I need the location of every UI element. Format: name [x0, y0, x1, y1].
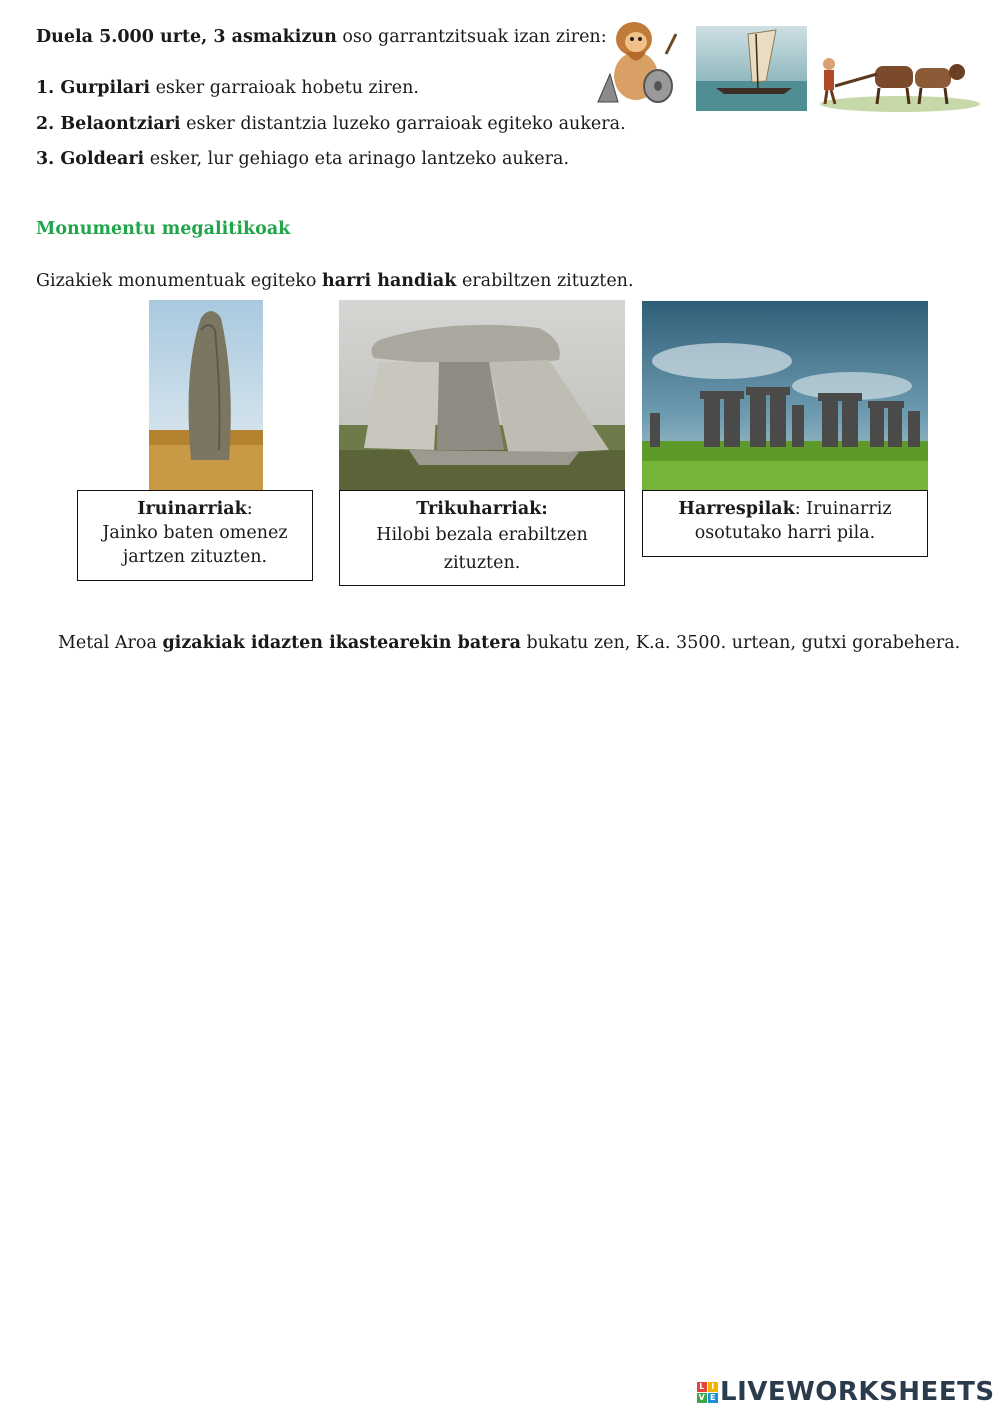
- caption-title: Iruinarriak: [137, 499, 247, 519]
- caption-title-line: [643, 497, 927, 521]
- logo-letter: E: [708, 1393, 718, 1403]
- caption-title-line: [78, 497, 312, 521]
- caption-cromlech: [642, 490, 928, 557]
- section-heading: Monumentu megalitikoak: [36, 219, 291, 239]
- invention-text: esker distantzia luzeko garraioak egiteko aukera.: [180, 114, 626, 134]
- caption-title: Trikuharriak:: [416, 499, 548, 519]
- liveworksheets-logo: [697, 1376, 995, 1408]
- caveman-wheel-illustration: [596, 14, 686, 104]
- caption-description: osotutako harri pila.: [694, 523, 876, 543]
- caption-description: Jainko baten omenez jartzen zituzten.: [102, 523, 288, 567]
- invention-text: esker garraioak hobetu ziren.: [150, 78, 419, 98]
- invention-label: 2. Belaontziari: [36, 114, 181, 134]
- invention-label: 3. Goldeari: [36, 149, 145, 169]
- logo-text: LIVEWORKSHEETS: [720, 1377, 995, 1407]
- sailboat-photo: [696, 26, 807, 111]
- caption-title-suffix: :: [246, 499, 253, 519]
- logo-letter: V: [698, 1392, 706, 1402]
- caption-description: Hilobi bezala erabiltzen zituzten.: [376, 525, 588, 573]
- caption-title-line: [340, 497, 624, 521]
- menhir-photo: [149, 300, 263, 490]
- invention-item-wheel: [36, 77, 419, 99]
- metal-age-sentence: [58, 632, 960, 654]
- intro-text-part: Gizakiek monumentuak egiteko: [36, 271, 322, 291]
- intro-bold: Duela 5.000 urte, 3 asmakizun: [36, 27, 337, 47]
- dolmen-photo: [339, 300, 625, 490]
- invention-text: esker, lur gehiago eta arinago lantzeko aukera.: [144, 149, 570, 169]
- logo-letter: I: [708, 1382, 718, 1392]
- invention-item-sailboat: [36, 113, 626, 135]
- caption-title: Harrespilak: [678, 499, 795, 519]
- logo-letter: L: [697, 1382, 707, 1392]
- section-intro-text: [36, 270, 634, 292]
- intro-text-part: erabiltzen zituzten.: [456, 271, 634, 291]
- caption-menhir: [77, 490, 313, 581]
- logo-mark-icon: [697, 1382, 718, 1403]
- caption-title-suffix: : Iruinarriz: [794, 499, 892, 519]
- sentence-part: bukatu zen, K.a. 3500. urtean, gutxi gorabehera.: [520, 633, 961, 653]
- invention-item-plough: [36, 148, 569, 170]
- intro-line: [36, 26, 607, 48]
- sentence-bold: gizakiak idazten ikastearekin batera: [162, 633, 521, 653]
- caption-dolmen: [339, 490, 625, 586]
- invention-label: 1. Gurpilari: [36, 78, 150, 98]
- stonehenge-photo: [642, 301, 928, 490]
- ox-plough-illustration: [815, 46, 985, 114]
- sentence-part: Metal Aroa: [58, 633, 163, 653]
- intro-rest: oso garrantzitsuak izan ziren:: [336, 27, 607, 47]
- intro-text-bold: harri handiak: [322, 271, 457, 291]
